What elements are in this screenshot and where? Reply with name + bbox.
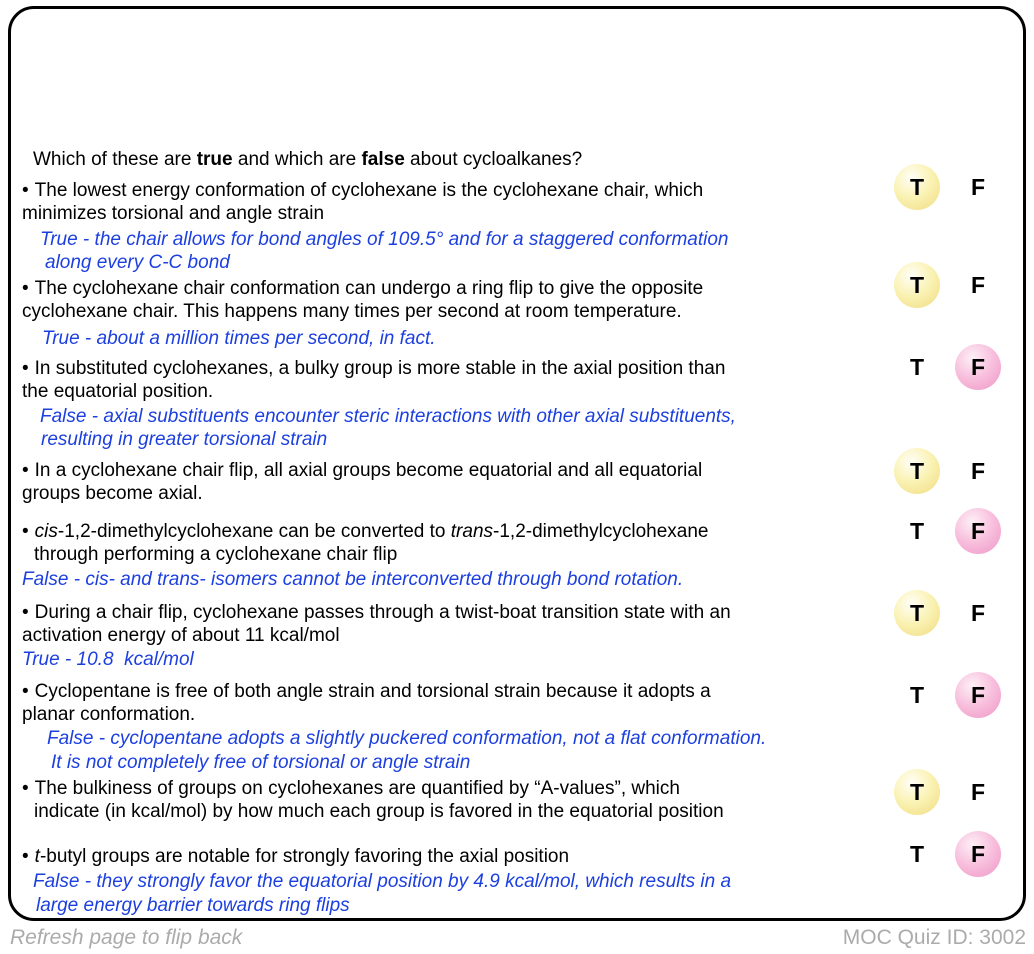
answer-9-line-2: large energy barrier towards ring flips: [36, 895, 350, 916]
true-marker-q1[interactable]: [894, 164, 940, 210]
question-7-line-2: planar conformation.: [22, 704, 196, 725]
question-1-line-1: [22, 179, 703, 202]
question-4-line-1: [22, 459, 702, 482]
false-letter: F: [970, 271, 986, 298]
true-marker-q2[interactable]: [894, 262, 940, 308]
false-letter: F: [970, 681, 986, 708]
answer-1-line-2: along every C-C bond: [45, 252, 230, 273]
true-letter: T: [909, 517, 925, 544]
question-9-text: -butyl groups are notable for strongly favoring the axial position: [39, 846, 570, 867]
false-marker-q6[interactable]: [955, 590, 1001, 636]
true-marker-q6[interactable]: [894, 590, 940, 636]
false-letter: F: [970, 173, 986, 200]
false-marker-q2[interactable]: [955, 262, 1001, 308]
false-letter: F: [970, 517, 986, 544]
true-marker-q3[interactable]: [894, 344, 940, 390]
false-marker-q8[interactable]: [955, 769, 1001, 815]
quiz-title: [33, 148, 582, 171]
question-3-text: In substituted cyclohexanes, a bulky group is more stable in the axial position than: [34, 358, 726, 379]
question-3-line-2: the equatorial position.: [22, 381, 214, 402]
title-false-word: false: [361, 149, 405, 170]
flip-hint: Refresh page to flip back: [10, 926, 243, 949]
true-letter: T: [909, 353, 925, 380]
question-5-text-b: -1,2-dimethylcyclohexane: [493, 521, 709, 542]
false-letter: F: [970, 840, 986, 867]
true-letter: T: [909, 457, 925, 484]
question-8-text: The bulkiness of groups on cyclohexanes are quantified by “A-values”, which: [34, 778, 680, 799]
true-letter: T: [909, 778, 925, 805]
answer-2-line-1: True - about a million times per second, in fact.: [42, 328, 436, 349]
question-7-line-1: [22, 680, 711, 703]
false-marker-q9[interactable]: [955, 831, 1001, 877]
answer-3-line-2: resulting in greater torsional strain: [41, 429, 328, 450]
question-9-tbutyl-t: t: [34, 846, 40, 867]
bullet-icon: •: [22, 778, 29, 799]
title-prefix: Which of these are: [33, 149, 197, 170]
true-marker-q9[interactable]: [894, 831, 940, 877]
bullet-icon: •: [22, 278, 29, 299]
false-letter: F: [970, 599, 986, 626]
false-letter: F: [970, 353, 986, 380]
answer-7-line-1: False - cyclopentane adopts a slightly puckered conformation, not a flat conformation.: [47, 728, 767, 749]
question-1-text: The lowest energy conformation of cyclohexane is the cyclohexane chair, which: [34, 180, 704, 201]
false-marker-q4[interactable]: [955, 448, 1001, 494]
answer-3-line-1: False - axial substituents encounter steric interactions with other axial substituents,: [40, 406, 736, 427]
true-letter: T: [909, 599, 925, 626]
title-suffix: about cycloalkanes?: [404, 149, 583, 170]
false-marker-q1[interactable]: [955, 164, 1001, 210]
false-marker-q7[interactable]: [955, 672, 1001, 718]
question-2-line-2: cyclohexane chair. This happens many times per second at room temperature.: [22, 301, 682, 322]
question-8-line-1: [22, 777, 680, 800]
true-marker-q7[interactable]: [894, 672, 940, 718]
question-5-line-1: [22, 520, 708, 543]
question-5-cis: cis: [34, 521, 58, 542]
question-9-line-1: [22, 845, 569, 868]
bullet-icon: •: [22, 681, 29, 702]
bullet-icon: •: [22, 602, 29, 623]
question-2-line-1: [22, 277, 703, 300]
question-2-text: The cyclohexane chair conformation can undergo a ring flip to give the opposite: [34, 278, 704, 299]
question-6-line-2: activation energy of about 11 kcal/mol: [22, 625, 340, 646]
true-marker-q8[interactable]: [894, 769, 940, 815]
false-letter: F: [970, 457, 986, 484]
quiz-id-label: MOC Quiz ID: 3002: [842, 926, 1026, 949]
question-3-line-1: [22, 357, 725, 380]
bullet-icon: •: [22, 521, 29, 542]
bullet-icon: •: [22, 180, 29, 201]
answer-9-line-1: False - they strongly favor the equatorial position by 4.9 kcal/mol, which results in a: [33, 871, 732, 892]
bullet-icon: •: [22, 358, 29, 379]
true-letter: T: [909, 173, 925, 200]
answer-7-line-2: It is not completely free of torsional or angle strain: [51, 752, 471, 773]
title-middle: and which are: [232, 149, 362, 170]
true-letter: T: [909, 840, 925, 867]
bullet-icon: •: [22, 846, 29, 867]
false-marker-q3[interactable]: [955, 344, 1001, 390]
answer-6-line-1: True - 10.8 kcal/mol: [22, 649, 194, 670]
question-5-line-2: through performing a cyclohexane chair flip: [34, 544, 398, 565]
false-letter: F: [970, 778, 986, 805]
bullet-icon: •: [22, 460, 29, 481]
question-7-text: Cyclopentane is free of both angle strain and torsional strain because it adopts a: [34, 681, 711, 702]
question-1-line-2: minimizes torsional and angle strain: [22, 203, 325, 224]
answer-1-line-1: True - the chair allows for bond angles of 109.5° and for a staggered conformation: [40, 229, 729, 250]
true-marker-q5[interactable]: [894, 508, 940, 554]
true-marker-q4[interactable]: [894, 448, 940, 494]
true-letter: T: [909, 681, 925, 708]
question-5-trans: trans: [450, 521, 494, 542]
question-6-line-1: [22, 601, 731, 624]
false-marker-q5[interactable]: [955, 508, 1001, 554]
question-8-line-2: indicate (in kcal/mol) by how much each group is favored in the equatorial position: [34, 801, 724, 822]
answer-5-line-1: False - cis- and trans- isomers cannot be interconverted through bond rotation.: [22, 569, 684, 590]
question-4-line-2: groups become axial.: [22, 483, 203, 504]
true-letter: T: [909, 271, 925, 298]
question-6-text: During a chair flip, cyclohexane passes through a twist-boat transition state with an: [34, 602, 731, 623]
question-4-text: In a cyclohexane chair flip, all axial groups become equatorial and all equatorial: [34, 460, 703, 481]
question-5-text-a: -1,2-dimethylcyclohexane can be converted to: [57, 521, 451, 542]
title-true-word: true: [196, 149, 233, 170]
